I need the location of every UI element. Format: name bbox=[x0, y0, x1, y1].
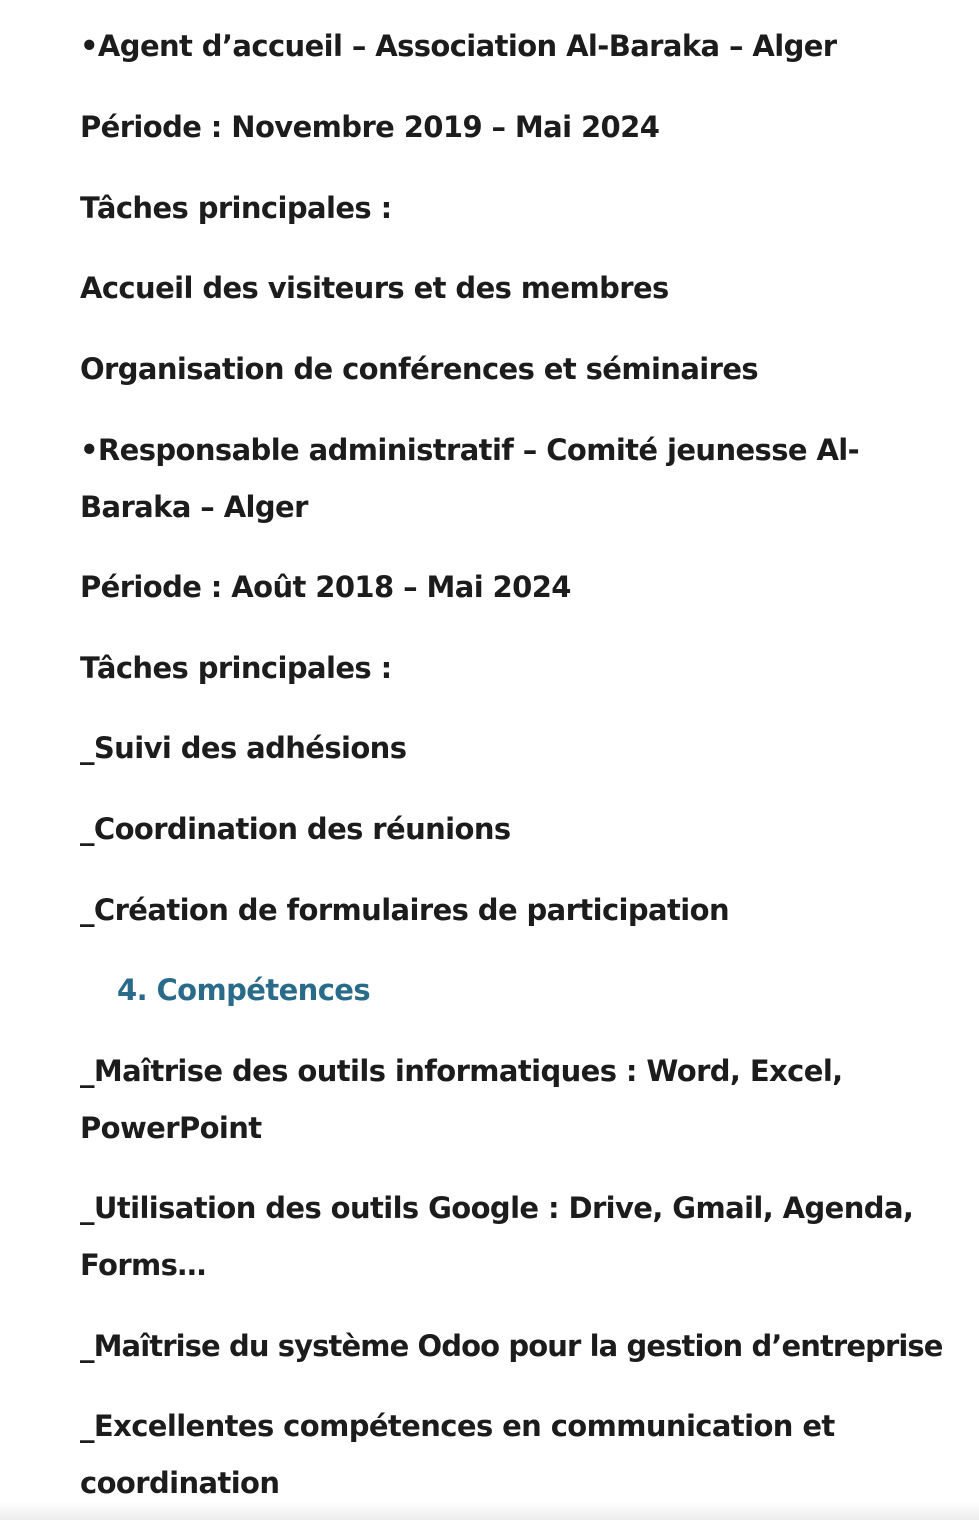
bottom-edge-shadow bbox=[0, 1502, 979, 1520]
job-period: Période : Novembre 2019 – Mai 2024 bbox=[80, 110, 660, 144]
task-item: _Suivi des adhésions bbox=[80, 731, 407, 765]
job-period: Période : Août 2018 – Mai 2024 bbox=[80, 570, 571, 604]
skill-item: _Maîtrise du système Odoo pour la gestion d’entreprise bbox=[80, 1329, 943, 1363]
skill-item: _Utilisation des outils Google : Drive, Gmail, Agenda, bbox=[80, 1191, 914, 1225]
job-title-agent-accueil: •Agent d’accueil – Association Al-Baraka – Alger bbox=[80, 29, 837, 63]
skill-item-continued: Forms… bbox=[80, 1248, 206, 1282]
task-item: Organisation de conférences et séminaires bbox=[80, 352, 759, 386]
section-heading-competences: 4. Compétences bbox=[117, 973, 371, 1007]
skill-item-continued: PowerPoint bbox=[80, 1111, 262, 1145]
task-item: _Création de formulaires de participation bbox=[80, 893, 729, 927]
job-title-continued: Baraka – Alger bbox=[80, 490, 308, 524]
tasks-label: Tâches principales : bbox=[80, 191, 392, 225]
tasks-label: Tâches principales : bbox=[80, 651, 392, 685]
skill-item: _Maîtrise des outils informatiques : Word, Excel, bbox=[80, 1054, 843, 1088]
skill-item-continued: coordination bbox=[80, 1466, 280, 1500]
skill-item: _Excellentes compétences en communication et bbox=[80, 1409, 835, 1443]
task-item: Accueil des visiteurs et des membres bbox=[80, 271, 669, 305]
task-item: _Coordination des réunions bbox=[80, 812, 511, 846]
job-title-responsable-administratif: •Responsable administratif – Comité jeunesse Al- bbox=[80, 433, 860, 467]
